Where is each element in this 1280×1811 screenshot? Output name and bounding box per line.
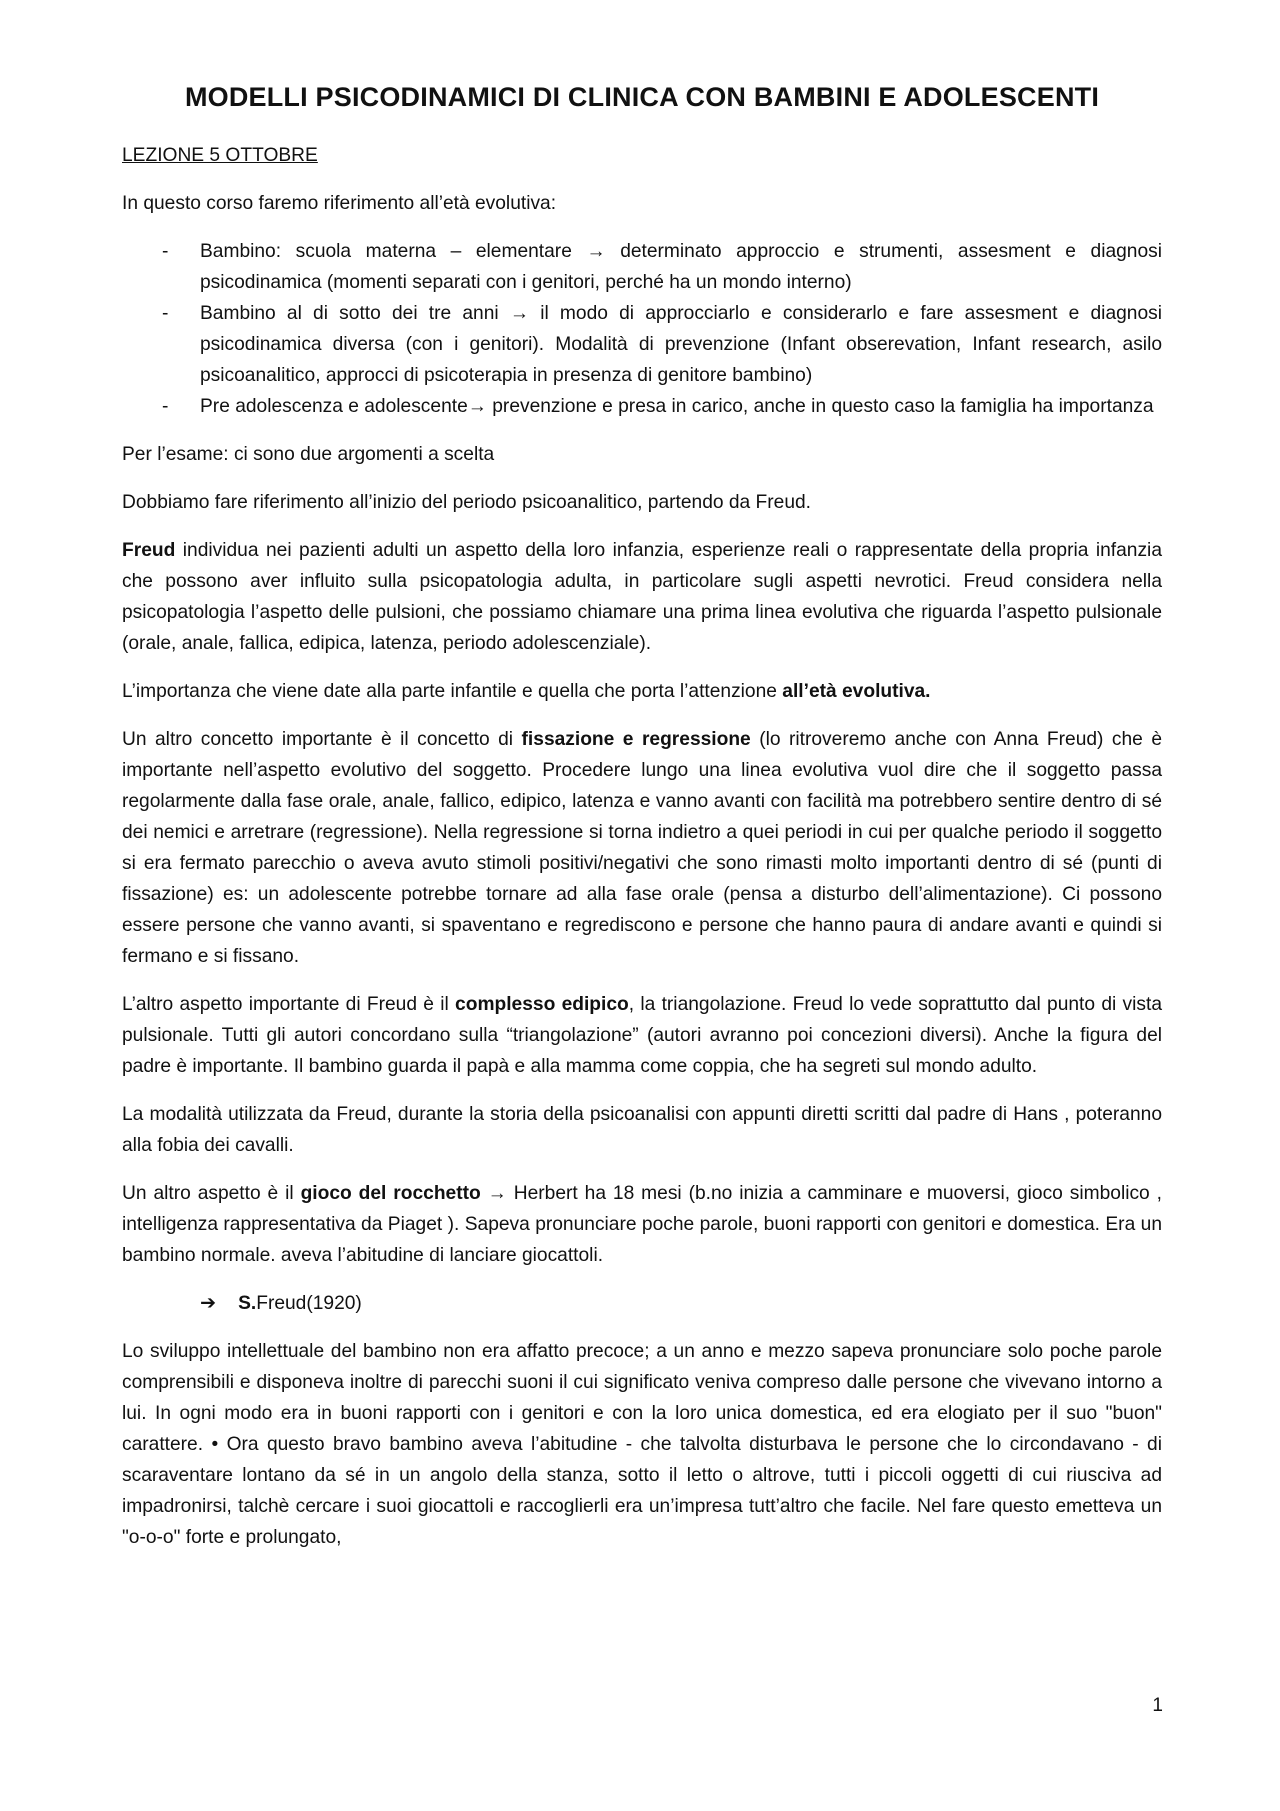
intro-paragraph: In questo corso faremo riferimento all’età evolutiva:: [122, 193, 557, 214]
exam-paragraph: Per l’esame: ci sono due argomenti a scelta: [122, 444, 495, 465]
paragraph-text: Un altro concetto importante è il concetto di: [122, 729, 522, 750]
paragraph-text: Un altro aspetto è il: [122, 1183, 301, 1204]
list-item: - Pre adolescenza e adolescente→ prevenzione e presa in carico, anche in questo caso la famiglia ha importanza: [122, 391, 1162, 422]
start-paragraph: Dobbiamo fare riferimento all’inizio del periodo psicoanalitico, partendo da Freud.: [122, 492, 811, 513]
age-bullet-list: [122, 236, 1162, 422]
paragraph-text: , la triangolazione. Freud lo vede soprattutto dal punto di vista pulsionale. Tutti gli autori concordano sulla “triangolazione” (autori avranno poi concezioni diversi). Anche la figura del padre è importante. Il bambino guarda il papà e alla mamma come coppia, che ha segreti sul mondo adulto.: [122, 994, 1163, 1077]
paragraph-text: L’importanza che viene date alla parte infantile e quella che porta l’attenzione: [122, 681, 783, 702]
reference-line: [122, 1288, 1162, 1319]
paragraph-text: (lo ritroveremo anche con Anna Freud) che è importante nell’aspetto evolutivo del soggetto. Procedere lungo una linea evolutiva vuol dire che il soggetto passa regolarmente dalla fase orale, anale, fallico, edipico, latenza e vanno avanti con facilità ma potrebbero sentire dentro di sé dei nemici e arretrare (regressione). Nella regressione si torna indietro a quei periodi in cui per qualche periodo il soggetto si era fermato parecchio o aveva avuto stimoli positivi/negativi che sono rimasti molto importanti dentro di sé (punti di fissazione) es: un adolescente potrebbe tornare ad alla fase orale (pensa a disturbo dell’alimentazione). Ci possono essere persone che vanno avanti, si spaventano e regrediscono e persone che hanno paura di andare avanti e quindi si fermano e si fissano.: [122, 729, 1162, 967]
importance-paragraph: [122, 676, 1162, 707]
fixation-paragraph: [122, 724, 1162, 972]
bold-term: all’età evolutiva.: [782, 681, 931, 702]
arrow-icon: ➔: [200, 1293, 217, 1314]
oedipus-paragraph: [122, 989, 1162, 1082]
freud-paragraph: [122, 535, 1162, 659]
game-paragraph: [122, 1178, 1162, 1271]
document-title: MODELLI PSICODINAMICI DI CLINICA CON BAMBINI E ADOLESCENTI: [184, 82, 1100, 112]
lesson-heading: LEZIONE 5 OTTOBRE: [122, 145, 318, 166]
list-item: - Bambino: scuola materna – elementare → determinato approccio e strumenti, assesment e diagnosi psicodinamica (momenti separati con i genitori, perché ha un mondo interno): [122, 236, 1162, 298]
document-body: [122, 140, 1162, 1570]
bold-term: fissazione e regressione: [521, 729, 751, 750]
reference-text: Freud(1920): [256, 1293, 362, 1314]
quote-paragraph: Lo sviluppo intellettuale del bambino non era affatto precoce; a un anno e mezzo sapeva pronunciare solo poche parole comprensibili e disponeva inoltre di parecchi suoni il cui significato veniva compreso dalle persone che vivevano intorno a lui. In ogni modo era in buoni rapporti con i genitori e con la loro unica domestica, ed era elogiato per il suo "buon" carattere. • Ora questo bravo bambino aveva l’abitudine - che talvolta disturbava le persone che lo circondavano - di scaraventare lontano da sé in un angolo della stanza, sotto il letto o altrove, tutti i piccoli oggetti di cui riusciva ad impadronirsi, talchè cercare i suoi giocattoli e raccoglierli era un’impresa tutt’altro che facile. Nel fare questo emetteva un "o-o-o" forte e prolungato,: [122, 1341, 1162, 1548]
bold-term: complesso edipico: [455, 994, 629, 1015]
page-number: 1: [1152, 1695, 1163, 1716]
bold-term: Freud: [122, 540, 176, 561]
paragraph-text: → Herbert ha 18 mesi (b.no inizia a camminare e muoversi, gioco simbolico , intelligenza rappresentativa da Piaget ). Sapeva pronunciare poche parole, buoni rapporti con genitori e domestica. Era un bambino normale. aveva l’abitudine di lanciare giocattoli.: [122, 1183, 1162, 1266]
bold-term: S.: [238, 1293, 257, 1314]
list-item: - Bambino al di sotto dei tre anni → il modo di approcciarlo e considerarlo e fare assesment e diagnosi psicodinamica diversa (con i genitori). Modalità di prevenzione (Infant obserevation, Infant research, asilo psicoanalitico, approcci di psicoterapia in presenza di genitore bambino): [122, 298, 1162, 391]
paragraph-text: individua nei pazienti adulti un aspetto della loro infanzia, esperienze reali o rappresentate della propria infanzia che possono aver influito sulla psicopatologia adulta, in particolare sugli aspetti nevrotici. Freud considera nella psicopatologia l’aspetto delle pulsioni, che possiamo chiamare una prima linea evolutiva che riguarda l’aspetto pulsionale (orale, anale, fallica, edipica, latenza, periodo adolescenziale).: [122, 540, 1162, 654]
bold-term: gioco del rocchetto: [300, 1183, 481, 1204]
paragraph-text: L’altro aspetto importante di Freud è il: [122, 994, 456, 1015]
hans-paragraph: La modalità utilizzata da Freud, durante la storia della psicoanalisi con appunti diretti scritti dal padre di Hans , poteranno alla fobia dei cavalli.: [122, 1104, 1162, 1156]
